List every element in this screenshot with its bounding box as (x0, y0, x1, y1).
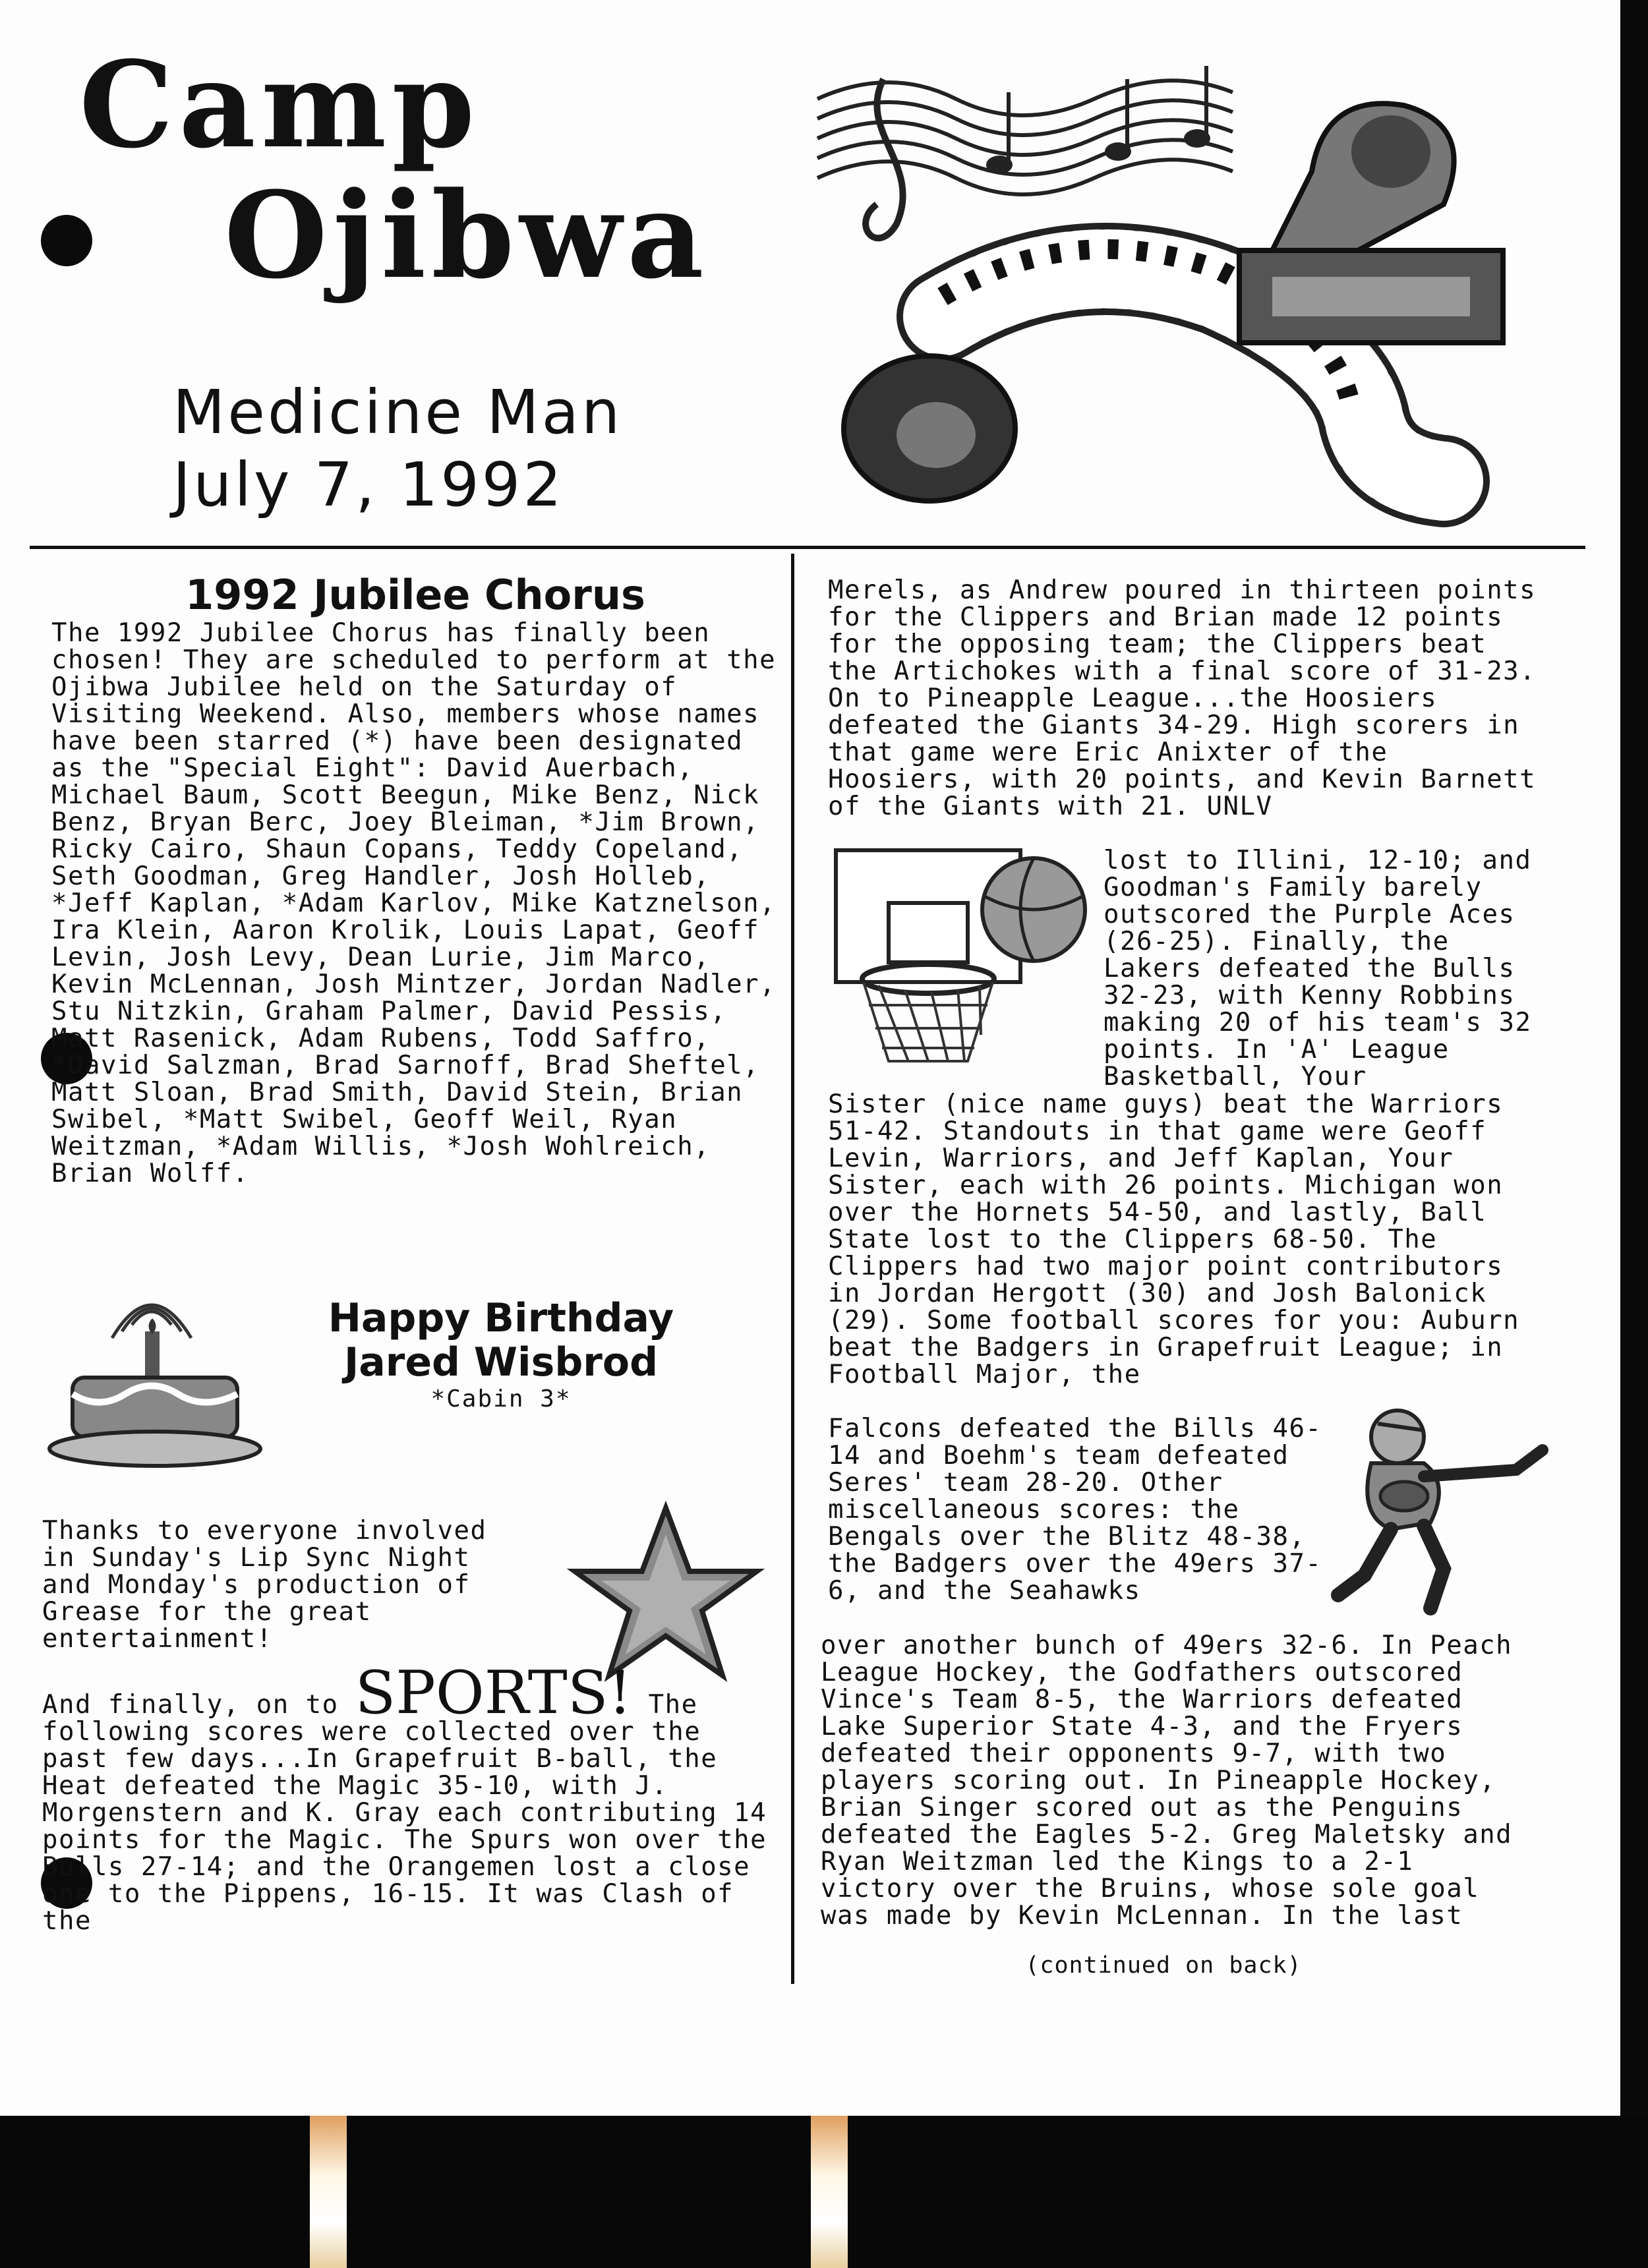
football-player-icon (1325, 1397, 1562, 1621)
sports-article-right-wrap-1: lost to Illini, 12-10; and Goodman's Family barely outscored the Purple Aces (26-25). Finally, the Lakers defeated the Bulls 32-23, with Kenny Robbins making 20 of his team's 32 points. In 'A' League Basketball, Your (1104, 846, 1532, 1091)
scan-edge (1620, 0, 1648, 2116)
sports-article-right-middle: Sister (nice name guys) beat the Warriors 51-42. Standouts in that game were Geoff Levin, Warriors, and Jeff Kaplan, Your Sister, each with 26 points. Michigan won over the Hornets 54-50, and lastly, Ball State lost to the Clippers 68-50. The Clippers had two major point contributors in Jordan Hergott (30) and Josh Balonick (29). Some football scores for you: Auburn beat the Badgers in Grapefruit League; in Football Major, the (828, 1090, 1520, 1389)
chorus-heading: 1992 Jubilee Chorus (185, 571, 645, 619)
birthday-cake-icon (46, 1279, 264, 1470)
sports-article-right-bottom: over another bunch of 49ers 32-6. In Peach League Hockey, the Godfathers outscored Vince's Team 8-5, the Warriors defeated Lake Superior State 4-3, and the Fryers defeated their opponents 9-7, with two players scoring out. In Pineapple Hockey, Brian Singer scored out as the Penguins defeated the Eagles 5-2. Greg Maletsky and Ryan Weitzman led the Kings to a 2-1 victory over the Bruins, whose sole goal was made by Kevin McLennan. In the last (821, 1631, 1513, 1931)
cabin-label: *Cabin 3* (430, 1385, 572, 1412)
birthday-heading-2: Jared Wisbrod (343, 1339, 659, 1385)
sports-article-right-wrap-2: Falcons defeated the Bills 46-14 and Boehm's team defeated Seres' team 28-20. Other miscellaneous scores: the Bengals over the Blitz 48-38, the Badgers over the 49ers 37-6, and the Seahawks (828, 1414, 1322, 1606)
star-icon (567, 1503, 765, 1681)
chorus-article: The 1992 Jubilee Chorus has finally been chosen! They are scheduled to perform at the Ojibwa Jubilee held on the Saturday of Visiting Weekend. Also, members whose names have been starred (*) have been designated as the "Special Eight": David Auerbach, Michael Baum, Scott Beegun, Mike Benz, Nick Benz, Bryan Berc, Joey Bleiman, *Jim Brown, Ricky Cairo, Shaun Copans, Teddy Copeland, Seth Goodman, Greg Handler, Josh Holleb, *Jeff Kaplan, *Adam Karlov, Mike Katznelson, Ira Klein, Aaron Krolik, Louis Lapat, Geoff Levin, Josh Levy, Dean Lurie, Jim Marco, Kevin McLennan, Josh Mintzer, Jordan Nadler, Stu Nitzkin, Graham Palmer, David Pessis, Matt Rasenick, Adam Rubens, Todd Saffro, *David Salzman, Brad Sarnoff, Brad Sheftel, Matt Sloan, Brad Smith, David Stein, Brian Swibel, *Matt Swibel, Geoff Weil, Ryan Weitzman, *Adam Willis, *Josh Wohlreich, Brian Wolff. (51, 618, 777, 1188)
newsletter-title: Medicine Man (173, 377, 623, 448)
scan-glare (310, 2116, 347, 2268)
sports-headline: SPORTS! (355, 1658, 632, 1728)
column-divider (791, 554, 794, 1984)
punch-hole (41, 215, 92, 266)
header-divider (30, 546, 1585, 549)
music-collage-icon (811, 53, 1523, 534)
masthead-camp: Camp (79, 36, 481, 175)
sports-intro: And finally, on to (42, 1690, 339, 1720)
sports-body-left: The following scores were collected over the past few days...In Grapefruit B-ball, the Heat defeated the Magic 35-10, with J. Morgenstern and K. Gray each contributing 14 points for the Magic. The Spurs won over the Bulls 27-14; and the Orangemen lost a close one to the Pippens, 16-15. It was Clash of the (42, 1690, 767, 1936)
birthday-heading-1: Happy Birthday (328, 1295, 674, 1341)
thanks-note: Thanks to everyone involved in Sunday's Lip Sync Night and Monday's production of Grease for the great entertainment! (42, 1516, 487, 1654)
scan-glare (811, 2116, 848, 2268)
basketball-hoop-icon (823, 837, 1086, 1074)
sports-article-left (42, 1658, 774, 1936)
continued-note: (continued on back) (1025, 1952, 1302, 1979)
issue-date: July 7, 1992 (173, 450, 564, 520)
sports-article-right-top: Merels, as Andrew poured in thirteen points for the Clippers and Brian made 12 points for the opposing team; the Clippers beat the Artichokes with a final score of 31-23. On to Pineapple League...the Hoosiers defeated the Giants 34-29. High scorers in that game were Eric Anixter of the Hoosiers, with 20 points, and Kevin Barnett of the Giants with 21. UNLV (828, 575, 1537, 821)
masthead-ojibwa: Ojibwa (224, 166, 709, 305)
